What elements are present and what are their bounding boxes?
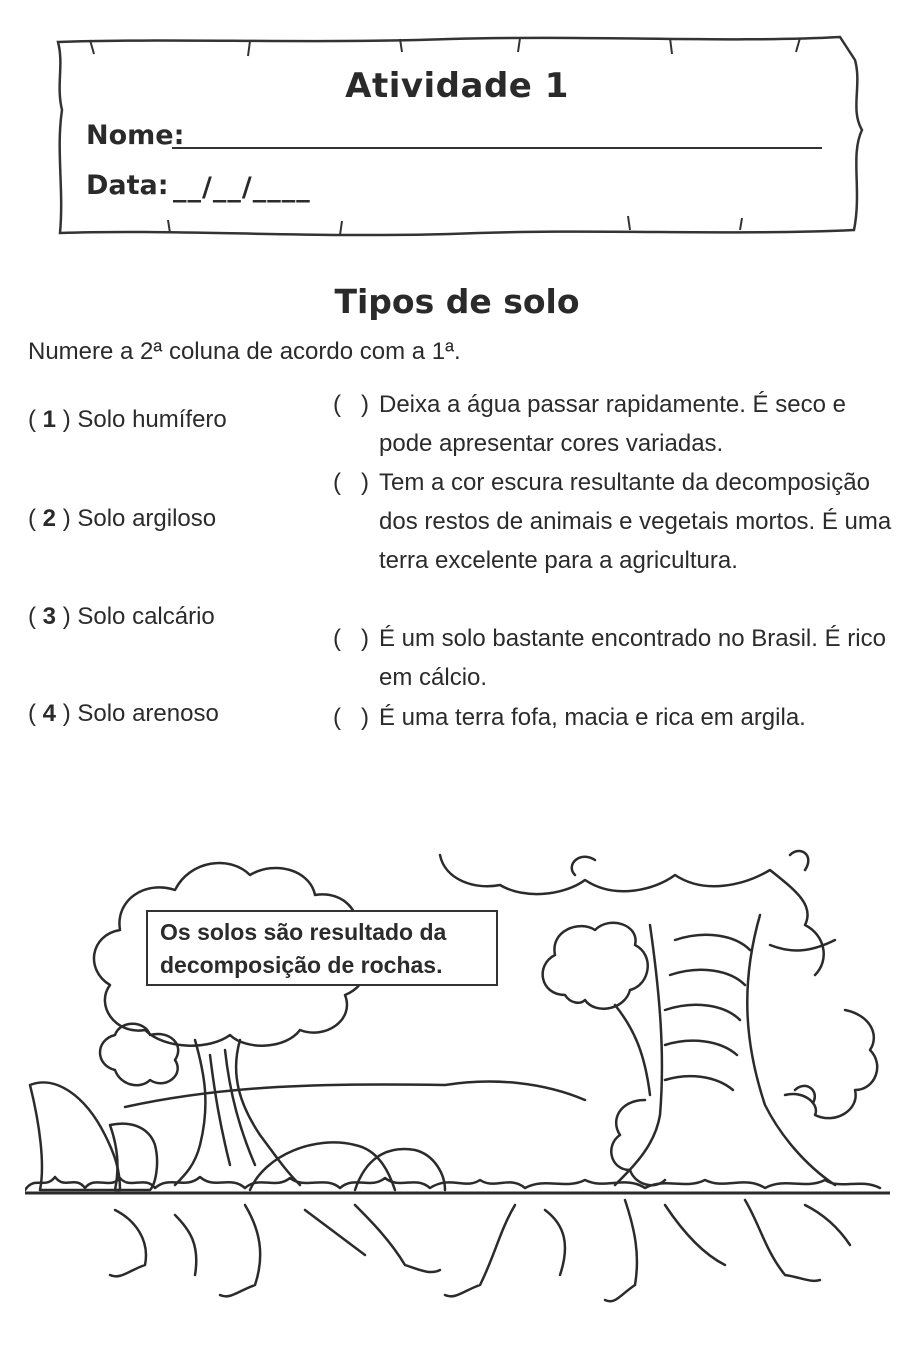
left-item-label: Solo humífero [77, 406, 227, 433]
caption-box: Os solos são resultado da decomposição de rochas. [146, 910, 498, 986]
left-item-label: Solo argiloso [77, 505, 217, 532]
right-item-4 [333, 698, 899, 737]
left-item-label: Solo arenoso [77, 700, 219, 727]
right-tree-branch-blob [543, 923, 648, 1009]
answer-blank[interactable]: ( ) [333, 469, 369, 496]
answer-blank[interactable]: ( ) [333, 704, 369, 731]
right-item-text: É uma terra fofa, macia e rica em argila. [379, 704, 806, 731]
name-label: Nome: [86, 120, 185, 151]
right-item-3 [333, 619, 899, 697]
right-bush [785, 1010, 877, 1118]
right-item-1 [333, 385, 899, 463]
answer-blank[interactable]: ( ) [333, 391, 369, 418]
right-item-text: Tem a cor escura resultante da decomposição dos restos de animais e vegetais mortos. É uma terra excelente para a agricultura. [379, 469, 892, 574]
left-item-1: ( 1 ) Solo humífero [28, 406, 227, 433]
left-trunk [175, 1040, 300, 1185]
date-input-lines[interactable]: __/__/____ [173, 172, 311, 203]
name-input-line[interactable] [172, 147, 822, 149]
left-item-number: 1 [42, 406, 57, 433]
left-item-label: Solo calcário [77, 603, 215, 630]
left-item-4: ( 4 ) Solo arenoso [28, 700, 219, 727]
left-item-number: 4 [42, 700, 57, 727]
right-bush-lower [611, 1100, 665, 1185]
section-title: Tipos de solo [334, 282, 580, 321]
date-label: Data: [86, 170, 169, 201]
right-item-text: Deixa a água passar rapidamente. É seco e pode apresentar cores variadas. [379, 391, 846, 457]
left-item-2: ( 2 ) Solo argiloso [28, 505, 217, 532]
right-item-text: É um solo bastante encontrado no Brasil. É rico em cálcio. [379, 625, 886, 691]
left-item-3: ( 3 ) Solo calcário [28, 603, 215, 630]
left-bush [100, 1024, 178, 1085]
hill-line [125, 1081, 585, 1107]
left-rock [30, 1082, 120, 1190]
right-item-2 [333, 463, 899, 580]
left-item-number: 3 [42, 603, 57, 630]
left-item-number: 2 [42, 505, 57, 532]
answer-blank[interactable]: ( ) [333, 625, 369, 652]
instructions: Numere a 2ª coluna de acordo com a 1ª. [28, 338, 461, 365]
right-trunk [615, 915, 835, 1185]
activity-title: Atividade 1 [345, 66, 569, 106]
roots [110, 1200, 850, 1301]
